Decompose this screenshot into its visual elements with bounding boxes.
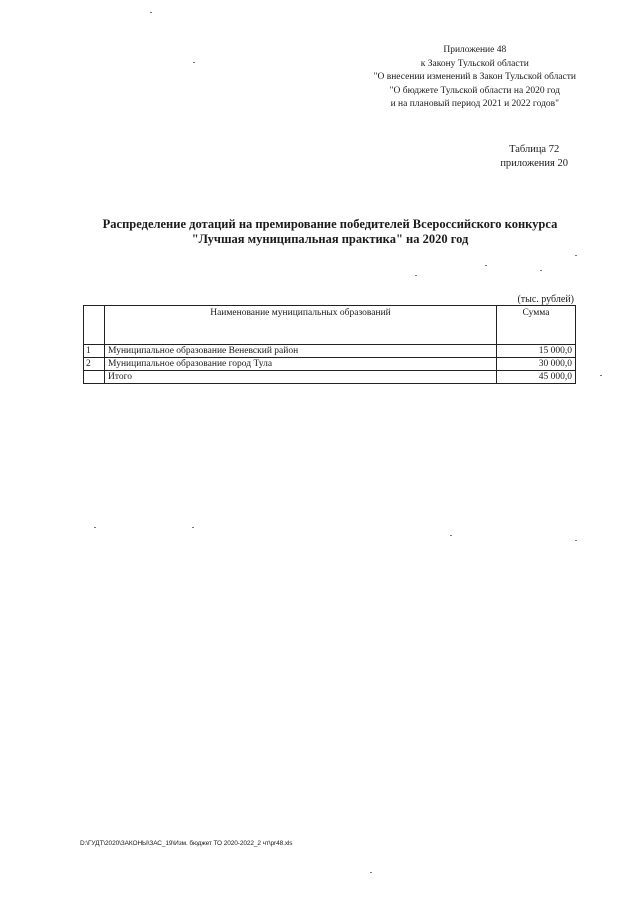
appendix-law-title-3: и на плановый период 2021 и 2022 годов" <box>390 99 560 109</box>
row-sum: 45 000,0 <box>497 371 576 384</box>
header-name: Наименование муниципальных образований <box>105 306 497 345</box>
row-name: Итого <box>105 371 497 384</box>
scan-speck <box>540 270 542 271</box>
file-path-footer: D:\ГУДТ\2020\ЗАКОНЫ\ЗАС_19\Изм. бюджет ТО 2020-2022_2 чт\pr48.xls <box>80 840 293 847</box>
row-sum: 15 000,0 <box>497 345 576 358</box>
scan-speck <box>450 535 452 536</box>
table-reference <box>500 143 568 171</box>
appendix-number: Приложение 48 <box>443 45 507 55</box>
row-name: Муниципальное образование Веневский район <box>105 345 497 358</box>
row-number: 1 <box>84 345 105 358</box>
table-row <box>84 345 576 358</box>
scan-speck <box>575 540 577 541</box>
scan-speck <box>370 872 372 873</box>
scan-speck <box>575 255 577 256</box>
scan-speck <box>193 62 195 63</box>
row-number: 2 <box>84 358 105 371</box>
scan-speck <box>600 375 602 376</box>
appendix-header <box>374 44 576 112</box>
row-number <box>84 371 105 384</box>
document-title <box>80 217 580 247</box>
header-sum: Сумма <box>497 306 576 345</box>
title-line-1: Распределение дотаций на премирование победителей Всероссийского конкурса <box>102 217 558 231</box>
scan-speck <box>94 527 96 528</box>
units-label: (тыс. рублей) <box>517 294 574 305</box>
scan-speck <box>192 527 194 528</box>
allocation-table <box>83 305 576 384</box>
appendix-law-ref: к Закону Тульской области <box>420 58 529 69</box>
table-row <box>84 358 576 371</box>
scan-speck <box>485 265 487 266</box>
appendix-law-title-1: "О внесении изменений в Закон Тульской области <box>373 72 576 82</box>
scan-speck <box>415 275 417 276</box>
table-appendix: приложения 20 <box>500 158 568 169</box>
row-name: Муниципальное образование город Тула <box>105 358 497 371</box>
title-line-2: "Лучшая муниципальная практика" на 2020 год <box>191 232 469 246</box>
row-sum: 30 000,0 <box>497 358 576 371</box>
table-header-row <box>84 306 576 345</box>
appendix-law-title-2: "О бюджете Тульской области на 2020 год <box>389 85 560 96</box>
table-total-row <box>84 371 576 384</box>
scan-speck <box>150 12 152 13</box>
header-number <box>84 306 105 345</box>
table-number: Таблица 72 <box>509 144 560 155</box>
